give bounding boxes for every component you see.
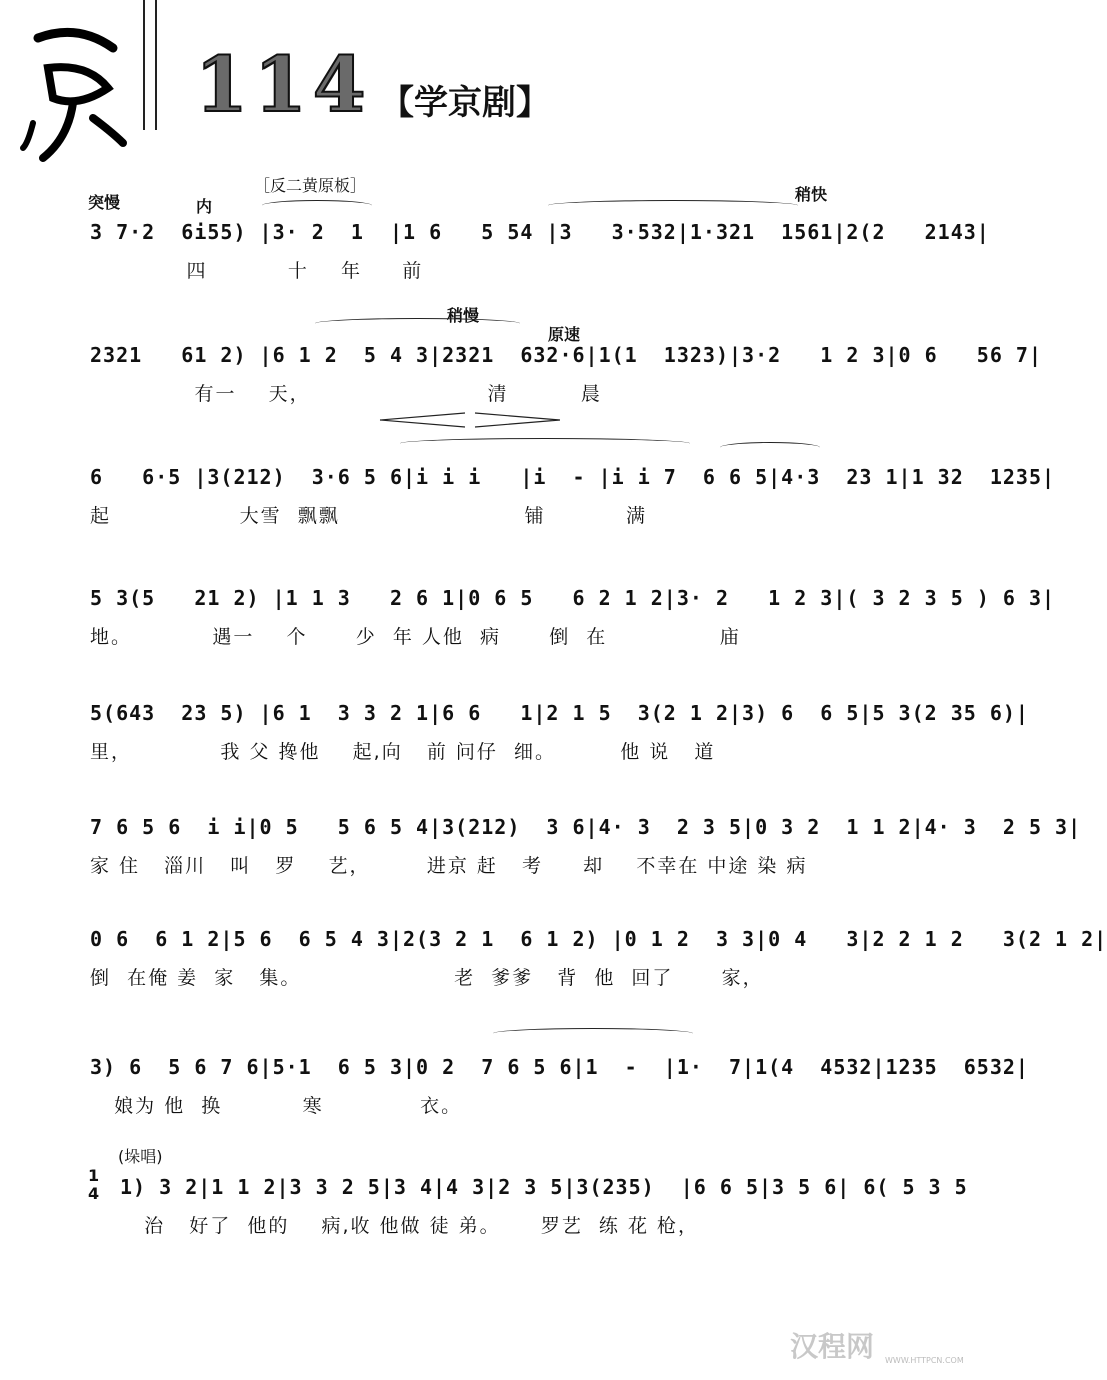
slur: [262, 200, 372, 211]
notation-line: 5(643 23 5) |6 1 3 3 2 1|6 6 1|2 1 5 3(2 1 2|3) 6 6 5|5 3(2 35 6)|: [90, 701, 1029, 725]
lyrics-line: 娘为 他 换 寒 衣。: [90, 1095, 463, 1117]
score-row-5: [80, 701, 1029, 821]
score-row-3: [80, 465, 1056, 585]
tempo-faster: 稍快: [795, 185, 828, 204]
notation-line: 3 7·2 6i55) |3· 2 1 |1 6 5 54 |3 3·532|1·321 1561|2(2 2143|: [90, 220, 990, 244]
header-divider-right: [155, 0, 157, 130]
score-row-1: [80, 220, 990, 340]
lyrics-line: 起 大雪 飘飘 铺 满: [90, 505, 648, 527]
lyrics-line: 里， 我 父 搀他 起,向 前 问仔 细。 他 说 道: [90, 741, 716, 763]
notation-line: 5 3(5 21 2) |1 1 3 2 6 1|0 6 5 6 2 1 2|3· 2 1 2 3|( 3 2 3 5 ) 6 3|: [90, 586, 1056, 610]
lyrics-line: 倒 在俺 姜 家 集。 老 爹爹 背 他 回了 家，: [90, 967, 764, 989]
score-row-4: [80, 586, 1056, 706]
page-number: 114: [195, 40, 372, 129]
page-title: 【学京剧】: [380, 83, 550, 123]
score-row-8: [80, 1055, 1029, 1175]
meter-denominator: 4: [88, 1184, 100, 1203]
notation-line: 7 6 5 6 i i|0 5 5 6 5 4|3(212) 3 6|4· 3 2 3 5|0 3 2 1 1 2|4· 3 2 5 3|: [90, 815, 1082, 839]
tempo-sudden-slow: 突慢: [88, 193, 121, 212]
slur: [548, 200, 798, 211]
notation-line: 3) 6 5 6 7 6|5·1 6 5 3|0 2 7 6 5 6|1 - |1· 7|1(4 4532|1235 6532|: [90, 1055, 1029, 1079]
brush-calligraphy-logo: [18, 18, 128, 168]
duochang-label: (垛唱): [118, 1147, 163, 1166]
lyrics-line: 治 好了 他的 病,收 他做 徒 弟。 罗艺 练 花 枪，: [120, 1215, 699, 1237]
meter-numerator: 1: [88, 1166, 100, 1185]
banqiang-label: ［反二黄原板］: [254, 176, 367, 195]
header-divider-left: [143, 0, 145, 130]
inner-marking: 内: [196, 197, 213, 216]
lyrics-line: 地。 遇一 个 少 年 人他 病 倒 在 庙: [90, 626, 741, 648]
lyrics-line: 家 住 淄川 叫 罗 艺， 进京 赶 考 却 不幸在 中途 染 病: [90, 855, 808, 877]
notation-line: 2321 61 2) |6 1 2 5 4 3|2321 632·6|1(1 1323)|3·2 1 2 3|0 6 56 7|: [90, 343, 1042, 367]
tempo-original: 原速: [548, 325, 581, 344]
tempo-slower: 稍慢: [447, 306, 480, 325]
lyrics-line: 有一 天， 清 晨: [90, 383, 602, 405]
lyrics-line: 四 十 年 前: [90, 260, 424, 282]
watermark-logo: 汉程网: [790, 1330, 875, 1363]
notation-line: 1) 3 2|1 1 2|3 3 2 5|3 4|4 3|2 3 5|3(235) |6 6 5|3 5 6| 6( 5 3 5: [120, 1175, 968, 1199]
score-row-2: [80, 343, 1042, 463]
score-row-7: [80, 927, 1107, 1047]
watermark-url: WWW.HTTPCN.COM: [885, 1356, 964, 1365]
score-row-6: [80, 815, 1082, 935]
notation-line: 6 6·5 |3(212) 3·6 5 6|i i i |i - |i i 7 6 6 5|4·3 23 1|1 32 1235|: [90, 465, 1056, 489]
notation-line: 0 6 6 1 2|5 6 6 5 4 3|2(3 2 1 6 1 2) |0 1 2 3 3|0 4 3|2 2 1 2 3(2 1 2|: [90, 927, 1107, 951]
score-row-9: [110, 1175, 968, 1295]
